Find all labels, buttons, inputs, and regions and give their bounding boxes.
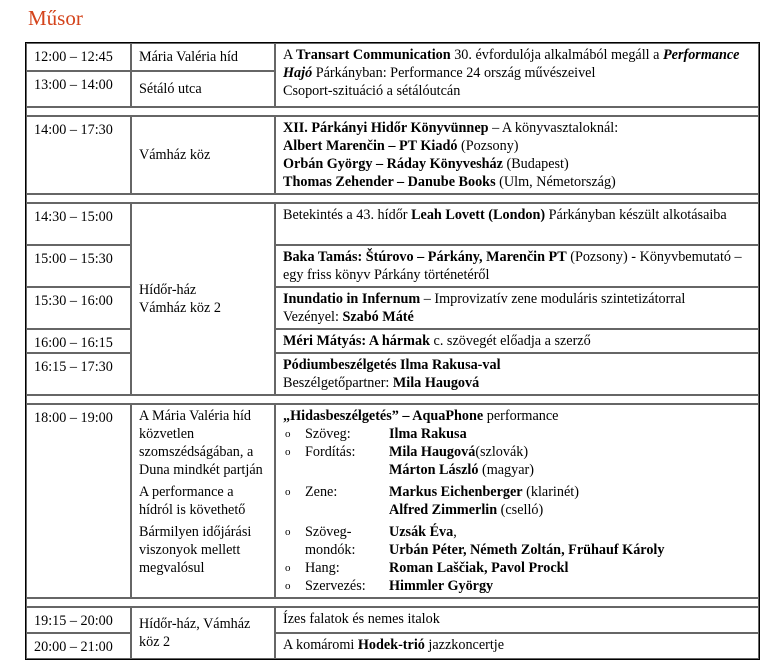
description-cell: A komáromi Hodek-trió jazzkoncertje [275, 633, 759, 659]
bullet-icon: o [285, 446, 291, 458]
description-cell: Ízes falatok és nemes italok [275, 607, 759, 633]
credits-list [283, 425, 751, 595]
description-cell: Betekintés a 43. hídőr Leah Lovett (London) Párkányban készült alkotásaiba [275, 203, 759, 245]
table-row [26, 43, 759, 71]
time-cell: 14:30 – 15:00 [26, 203, 131, 245]
table-row [26, 404, 759, 598]
time-cell: 15:30 – 16:00 [26, 287, 131, 329]
description-cell: Inundatio in Infernum – Improvizatív zene moduláris szintetizátorral Vezényel: Szabó Máté [275, 287, 759, 329]
description-cell: XII. Párkányi Hidőr Könyvünnep – A könyvasztaloknál: Albert Marenčin – PT Kiadó (Pozsony) Orbán György – Ráday Könyvesház (Budapest) Thomas Zehender – Danube Books (Ulm, Németország) [275, 116, 759, 194]
bullet-icon: o [285, 526, 291, 538]
bullet-icon: o [285, 486, 291, 498]
program-table [25, 42, 760, 660]
location-cell: Hídőr-ház Vámház köz 2 [131, 203, 275, 395]
description-cell: Méri Mátyás: A hármak c. szövegét előadja a szerző [275, 329, 759, 353]
list-item: o Hang: Roman Laščiak, Pavol Prockl [285, 560, 569, 576]
table-row [26, 607, 759, 633]
bullet-icon: o [285, 428, 291, 440]
bullet-icon: o [285, 562, 291, 574]
description-cell: Baka Tamás: Štúrovo – Párkány, Marenčin PT (Pozsony) - Könyvbemutató – egy friss könyv Párkány történetéről [275, 245, 759, 287]
time-cell: 12:00 – 12:45 [26, 43, 131, 71]
list-item: o Szöveg: Ilma Rakusa [285, 426, 467, 442]
location-cell: Sétáló utca [131, 71, 275, 107]
time-cell: 16:15 – 17:30 [26, 353, 131, 395]
list-item: o Fordítás: Mila Haugová(szlovák) Márton László (magyar) [285, 444, 534, 478]
table-row [26, 203, 759, 245]
location-cell: Vámház köz [131, 116, 275, 194]
location-cell: Mária Valéria híd [131, 43, 275, 71]
list-item: o Szöveg- mondók: Uzsák Éva, Urbán Péter, Németh Zoltán, Frühauf Károly [285, 524, 665, 558]
location-cell: Hídőr-ház, Vámház köz 2 [131, 607, 275, 659]
list-item: o Szervezés: Himmler György [285, 578, 494, 594]
time-cell: 20:00 – 21:00 [26, 633, 131, 659]
table-row [26, 116, 759, 194]
time-cell: 19:15 – 20:00 [26, 607, 131, 633]
list-item: o Zene: Markus Eichenberger (klarinét) Alfred Zimmerlin (cselló) [285, 484, 579, 518]
bullet-icon: o [285, 580, 291, 592]
time-cell: 14:00 – 17:30 [26, 116, 131, 194]
description-cell: Pódiumbeszélgetés Ilma Rakusa-val Beszélgetőpartner: Mila Haugová [275, 353, 759, 395]
description-cell: „Hidasbeszélgetés” – AquaPhone performance o Szöveg: Ilma Rakusa o Fordítás: Mila Haugová(szlovák) Márton László (magyar) o Zene: Markus Eichenberger (klarinét) Alfred Zimmerlin (cselló) o Szöveg- mondók: Uzsák Éva, Urbán Péter, Németh Zoltán, Frühauf Károly o Hang: Roman Laščiak, Pavol Prockl o Szervezés: Himmler György [275, 404, 759, 598]
location-cell: A Mária Valéria híd közvetlen szomszédságában, a Duna mindkét partján A performance a hídról is követhető Bármilyen időjárási viszonyok mellett megvalósul [131, 404, 275, 598]
time-cell: 15:00 – 15:30 [26, 245, 131, 287]
time-cell: 18:00 – 19:00 [26, 404, 131, 598]
time-cell: 13:00 – 14:00 [26, 71, 131, 107]
description-cell: A Transart Communication 30. évfordulója alkalmából megáll a Performance Hajó Párkányban: Performance 24 ország művészeivel Csoport-szituáció a sétálóutcán [275, 43, 759, 107]
time-cell: 16:00 – 16:15 [26, 329, 131, 353]
page-title: Műsor [28, 6, 83, 30]
